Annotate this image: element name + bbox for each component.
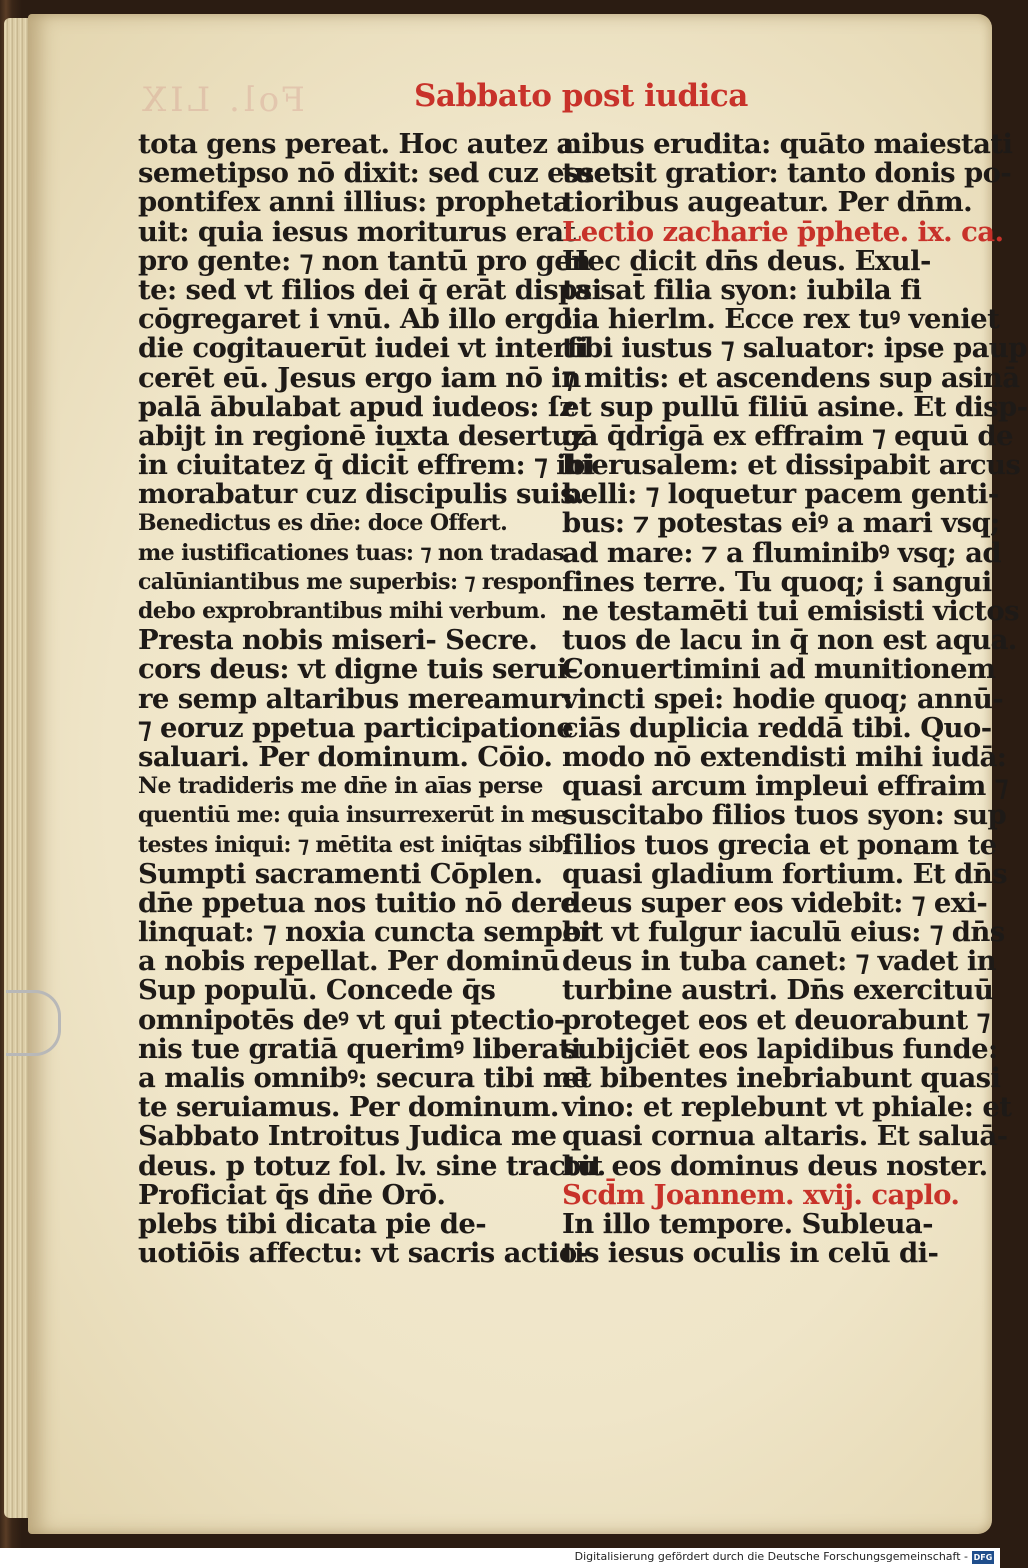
text-line: deus in tuba canet: ⁊ vadet in xyxy=(562,945,997,978)
text-line: pontifex anni illius: propheta xyxy=(138,186,571,219)
text-line: et sup pullū filiū asine. Et disp- xyxy=(562,390,1028,423)
text-line: hierusalem: et dissipabit arcus xyxy=(562,449,1021,482)
text-line: tue sit gratior: tanto donis po- xyxy=(562,157,1012,190)
text-line: a nobis repellat. Per dominū xyxy=(138,945,560,978)
text-line: nis tue gratiā querimꝰ liberati xyxy=(138,1032,581,1065)
text-line: quasi arcum impleui effraim ⁊ xyxy=(562,770,1008,803)
footer xyxy=(0,1548,1000,1568)
text-line: te seruiamus. Per dominum. xyxy=(138,1091,559,1124)
text-line: fines terre. Tu quoq; i sangui xyxy=(562,565,992,598)
text-line: omnipotēs deꝰ vt qui ptectio- xyxy=(138,1003,565,1036)
text-line: cors deus: vt digne tuis serui- xyxy=(138,653,578,686)
text-line: Sabbato Introitus Judica me xyxy=(138,1120,557,1153)
text-line: te: sed vt filios dei q̄ erāt dispsi xyxy=(138,273,602,306)
text-line: tioribus augeatur. Per dn̄m. xyxy=(562,186,973,219)
text-line: a malis omnibꝰ: secura tibi mē xyxy=(138,1062,589,1094)
text-line: Ne tradideris me dn̄e in aīas perse xyxy=(138,773,543,800)
text-line: belli: ⁊ loquetur pacem genti- xyxy=(562,478,999,511)
text-line: morabatur cuz discipulis suis. xyxy=(138,478,584,511)
text-line: bit eos dominus deus noster. xyxy=(562,1149,988,1182)
text-line: testes iniqui: ⁊ mētita est iniq̄tas sibi xyxy=(138,831,571,858)
text-line: plebs tibi dicata pie de- xyxy=(138,1207,487,1240)
text-line: palā ābulabat apud iudeos: ſz xyxy=(138,390,575,423)
text-line: uotiōis affectu: vt sacris actio- xyxy=(138,1237,588,1270)
text-line: Scd̄m Joannem. xvij. caplo. xyxy=(562,1178,960,1211)
text-line: ⁊ mitis: et ascendens sup asinā xyxy=(562,361,1020,394)
left-column xyxy=(138,128,623,1270)
text-line: filios tuos grecia et ponam te xyxy=(562,828,997,861)
running-head: Sabbato post iudica xyxy=(414,78,748,114)
text-line: turbine austri. Dn̄s exercituū xyxy=(562,974,994,1007)
text-line: Proficiat q̄s dn̄e Orō. xyxy=(138,1178,446,1211)
text-line: saluari. Per dominum. Cōio. xyxy=(138,740,553,773)
text-line: uit: quia iesus moriturus erat xyxy=(138,215,576,248)
paper-clip xyxy=(6,990,61,1056)
text-line: tota gens pereat. Hoc autez a xyxy=(138,128,574,160)
text-line: Sumpti sacramenti Cōplen. xyxy=(138,857,543,890)
text-line: proteget eos et deuorabunt ⁊ xyxy=(562,1003,990,1036)
text-line: deus. p totuz fol. lv. sine tractu. xyxy=(138,1149,606,1182)
text-line: vincti spei: hodie quoq; annū- xyxy=(562,682,1004,715)
text-line: suscitabo filios tuos syon: sup xyxy=(562,799,1007,832)
text-line: calūniantibus me superbis: ⁊ respon xyxy=(138,568,563,595)
text-line: Benedictus es dn̄e: doce Offert. xyxy=(138,510,508,537)
text-line: tibi iustus ⁊ saluator: ipse paup xyxy=(562,332,1027,365)
right-column xyxy=(562,128,1028,1270)
text-line: nibus erudita: quāto maiestati xyxy=(562,128,1013,160)
text-line: Conuertimini ad munitionem xyxy=(562,653,996,686)
footer-text: Digitalisierung gefördert durch die Deutsche Forschungsgemeinschaft - xyxy=(574,1550,968,1563)
text-line: subijciēt eos lapidibus funde: xyxy=(562,1032,998,1065)
text-line: cōgregaret i vnū. Ab illo ergo xyxy=(138,303,572,336)
text-line: In illo tempore. Subleua- xyxy=(562,1207,933,1240)
text-line: cerēt eū. Jesus ergo iam nō in xyxy=(138,361,581,394)
text-line: Presta nobis miseri- Secre. xyxy=(138,624,538,657)
text-line: quasi cornua altaris. Et saluā- xyxy=(562,1120,1008,1153)
text-line: ciās duplicia reddā tibi. Quo- xyxy=(562,711,992,744)
text-line: pro gente: ⁊ non tantū pro gen xyxy=(138,244,591,277)
text-line: quasi gladium fortium. Et dn̄s xyxy=(562,857,1007,890)
text-line: die cogitauerūt iudei vt interfi xyxy=(138,332,588,365)
text-line: linquat: ⁊ noxia cuncta semper xyxy=(138,916,594,949)
text-line: abijt in regionē iuxta desertuz xyxy=(138,419,586,452)
text-line: ⁊ eoruz ppetua participatione xyxy=(138,711,574,744)
text-line: Lectio zacharie p̄phete. ix. ca. xyxy=(562,215,1004,248)
text-line: ad mare: ⁊ a fluminibꝰ vsq; ad xyxy=(562,536,1001,569)
text-line: me iustificationes tuas: ⁊ non tradas xyxy=(138,539,565,566)
text-line: Hec dicit dn̄s deus. Exul- xyxy=(562,244,931,277)
text-line: gā q̄drigā ex effraim ⁊ equū de xyxy=(562,419,1013,452)
text-line: ne testamēti tui emisisti victos xyxy=(562,595,1019,627)
text-line: et bibentes inebriabunt quasi xyxy=(562,1062,1001,1094)
text-line: vino: et replebunt vt phiale: et xyxy=(562,1091,1012,1124)
text-line: quentiū me: quia insurrexerūt in me xyxy=(138,802,567,829)
text-line: semetipso nō dixit: sed cuz esset xyxy=(138,157,623,190)
text-line: modo nō extendisti mihi iudā: xyxy=(562,740,1007,773)
text-line: Sup populū. Concede q̄s xyxy=(138,974,496,1007)
dfg-logo: DFG xyxy=(973,1553,993,1562)
text-line: bus: ⁊ potestas eiꝰ a mari vsq; xyxy=(562,507,1000,540)
text-line: bit vt fulgur iaculū eius: ⁊ dn̄s xyxy=(562,916,1005,949)
text-line: ta sat̄ filia syon: iubila fi xyxy=(562,273,922,306)
text-line: re semp altaribus mereamur: xyxy=(138,682,573,715)
text-line: in ciuitatez q̄ dicit̄ effrem: ⁊ ibi xyxy=(138,449,595,482)
text-line: tis iesus oculis in celū di- xyxy=(562,1237,939,1270)
text-line: dn̄e ppetua nos tuitio nō dere xyxy=(138,886,578,919)
folio-bleed-through: Fol. LIX xyxy=(138,80,305,120)
text-line: tuos de lacu in q̄ non est aqua. xyxy=(562,624,1017,657)
text-line: deus super eos videbit: ⁊ exi- xyxy=(562,886,988,919)
text-line: debo exprobrantibus mihi verbum. xyxy=(138,598,547,624)
text-line: lia hierlm. Ecce rex tuꝰ veniet xyxy=(562,303,1000,336)
